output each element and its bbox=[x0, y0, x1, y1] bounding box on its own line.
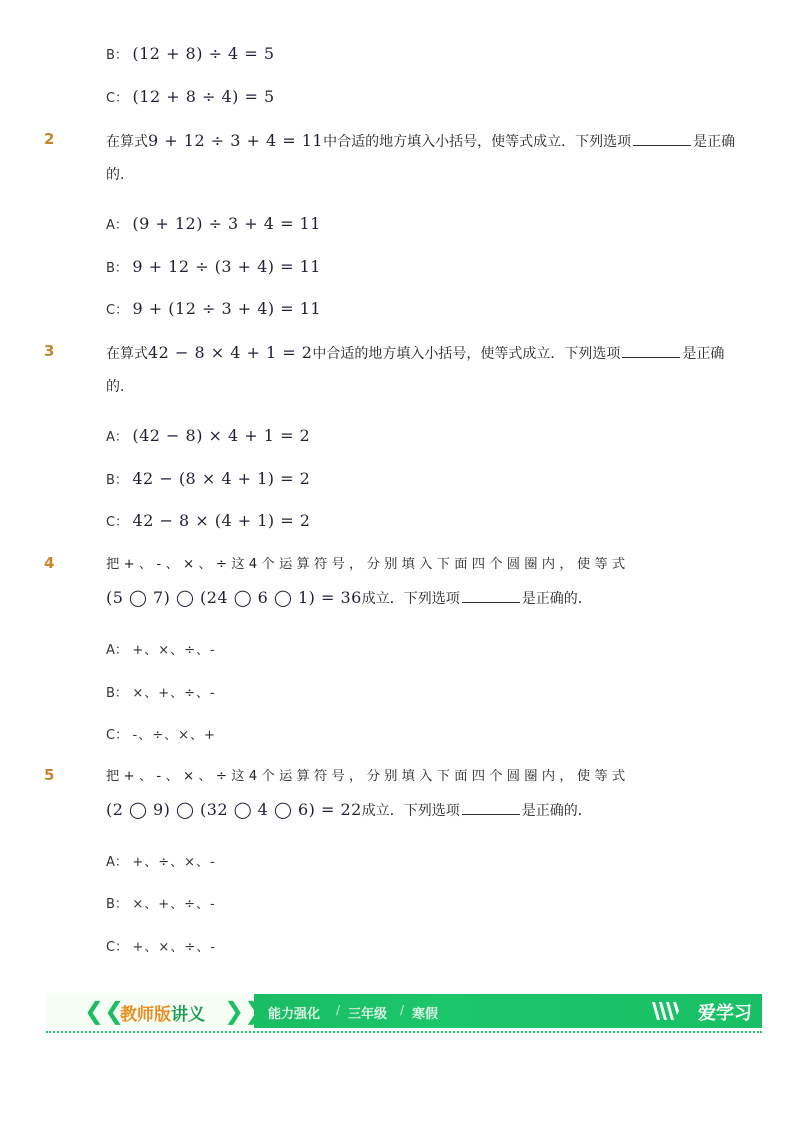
stem-line2: 的． bbox=[106, 379, 134, 395]
q5-option-b bbox=[106, 893, 216, 912]
stem-prefix: 在算式 bbox=[106, 134, 148, 150]
option-label: A： bbox=[106, 430, 128, 445]
brand-logo-icon bbox=[650, 999, 680, 1023]
option-label: C： bbox=[106, 515, 129, 530]
answer-blank bbox=[622, 343, 680, 358]
stem-suffix: 成立．下列选项 bbox=[361, 803, 460, 819]
answer-blank bbox=[462, 588, 520, 603]
option-symbols: ×、+、÷、- bbox=[132, 897, 216, 912]
stem-expression: (2 ◯ 9) ◯ (32 ◯ 4 ◯ 6) = 22 bbox=[106, 800, 362, 819]
footer-banner bbox=[46, 994, 762, 1028]
q5-option-c bbox=[106, 936, 216, 955]
footer-divider bbox=[46, 1031, 762, 1033]
footer-title-a: 教师版 bbox=[120, 1005, 171, 1025]
option-label: B： bbox=[106, 897, 128, 912]
answer-blank bbox=[462, 800, 520, 815]
stem-line1: 把 + 、 - 、 × 、 ÷ 这 4 个 运 算 符 号 ， 分 别 填 入 下 面 四 个 圆 圈 内 ， 使 等 式 bbox=[106, 769, 626, 784]
question-stem bbox=[106, 760, 716, 828]
question-number: 5 bbox=[44, 766, 55, 784]
option-expression: (12 + 8 ÷ 4) = 5 bbox=[132, 87, 275, 106]
brand-name: 爱学习 bbox=[698, 1003, 752, 1024]
question-number: 2 bbox=[44, 130, 55, 148]
option-expression: 9 + 12 ÷ (3 + 4) = 11 bbox=[132, 257, 321, 276]
stem-line1: 把 + 、 - 、 × 、 ÷ 这 4 个 运 算 符 号 ， 分 别 填 入 下 面 四 个 圆 圈 内 ， 使 等 式 bbox=[106, 557, 626, 572]
question-stem bbox=[106, 548, 716, 616]
question-number: 3 bbox=[44, 342, 55, 360]
option-label: C： bbox=[106, 91, 129, 106]
stem-prefix: 在算式 bbox=[106, 346, 148, 362]
option-label: B： bbox=[106, 261, 128, 276]
option-label: C： bbox=[106, 940, 129, 955]
option-expression: 42 − 8 × (4 + 1) = 2 bbox=[132, 511, 311, 530]
stem-expression: 9 + 12 ÷ 3 + 4 = 11 bbox=[148, 131, 324, 150]
footer-crumb: 寒假 bbox=[412, 1007, 439, 1022]
option-symbols: ×、+、÷、- bbox=[132, 686, 216, 701]
q1-option-b bbox=[106, 44, 275, 63]
q4-option-c bbox=[106, 724, 216, 743]
footer-badge bbox=[46, 994, 265, 1028]
stem-suffix: 中合适的地方填入小括号，使等式成立．下列选项 bbox=[323, 134, 632, 150]
option-symbols: +、×、÷、- bbox=[132, 940, 216, 955]
question-stem bbox=[106, 124, 736, 192]
question-number: 4 bbox=[44, 554, 55, 572]
option-symbols: +、÷、×、- bbox=[132, 855, 216, 870]
stem-suffix: 中合适的地方填入小括号，使等式成立．下列选项 bbox=[312, 346, 621, 362]
stem-expression: 42 − 8 × 4 + 1 = 2 bbox=[148, 343, 313, 362]
stem-tail: 是正确的． bbox=[521, 803, 592, 819]
double-chevron-right-icon: ❯❯ bbox=[224, 997, 265, 1025]
option-label: B： bbox=[106, 473, 128, 488]
answer-blank bbox=[633, 131, 691, 146]
q3-option-c bbox=[106, 511, 310, 530]
footer-title bbox=[120, 1000, 205, 1025]
option-expression: (9 + 12) ÷ 3 + 4 = 11 bbox=[132, 214, 321, 233]
option-label: C： bbox=[106, 728, 129, 743]
q1-option-c bbox=[106, 87, 275, 106]
option-label: A： bbox=[106, 218, 128, 233]
q4-option-a bbox=[106, 639, 216, 658]
q3-option-b bbox=[106, 469, 310, 488]
stem-tail: 是正确 bbox=[682, 346, 725, 362]
footer-title-b: 讲义 bbox=[171, 1005, 205, 1025]
option-label: A： bbox=[106, 855, 128, 870]
stem-tail: 是正确的． bbox=[521, 591, 592, 607]
crumb-separator: / bbox=[336, 1003, 341, 1017]
option-symbols: +、×、÷、- bbox=[132, 643, 216, 658]
footer-crumb: 三年级 bbox=[348, 1007, 388, 1022]
stem-line2: 的． bbox=[106, 167, 134, 183]
stem-expression: (5 ◯ 7) ◯ (24 ◯ 6 ◯ 1) = 36 bbox=[106, 588, 362, 607]
question-stem bbox=[106, 336, 725, 404]
option-expression: (12 + 8) ÷ 4 = 5 bbox=[132, 44, 275, 63]
double-chevron-left-icon: ❮❮ bbox=[84, 997, 125, 1025]
q3-option-a bbox=[106, 426, 310, 445]
option-symbols: -、÷、×、+ bbox=[132, 728, 216, 743]
option-expression: 9 + (12 ÷ 3 + 4) = 11 bbox=[132, 299, 322, 318]
option-label: B： bbox=[106, 686, 128, 701]
option-label: B： bbox=[106, 48, 128, 63]
q5-option-a bbox=[106, 851, 216, 870]
q2-option-c bbox=[106, 299, 321, 318]
stem-suffix: 成立．下列选项 bbox=[361, 591, 460, 607]
option-label: A： bbox=[106, 643, 128, 658]
q4-option-b bbox=[106, 682, 216, 701]
q2-option-b bbox=[106, 257, 321, 276]
option-expression: 42 − (8 × 4 + 1) = 2 bbox=[132, 469, 311, 488]
crumb-separator: / bbox=[400, 1003, 405, 1017]
option-expression: (42 − 8) × 4 + 1 = 2 bbox=[132, 426, 311, 445]
footer-crumb: 能力强化 bbox=[268, 1007, 321, 1022]
q2-option-a bbox=[106, 214, 321, 233]
option-label: C： bbox=[106, 303, 129, 318]
stem-tail: 是正确 bbox=[693, 134, 736, 150]
